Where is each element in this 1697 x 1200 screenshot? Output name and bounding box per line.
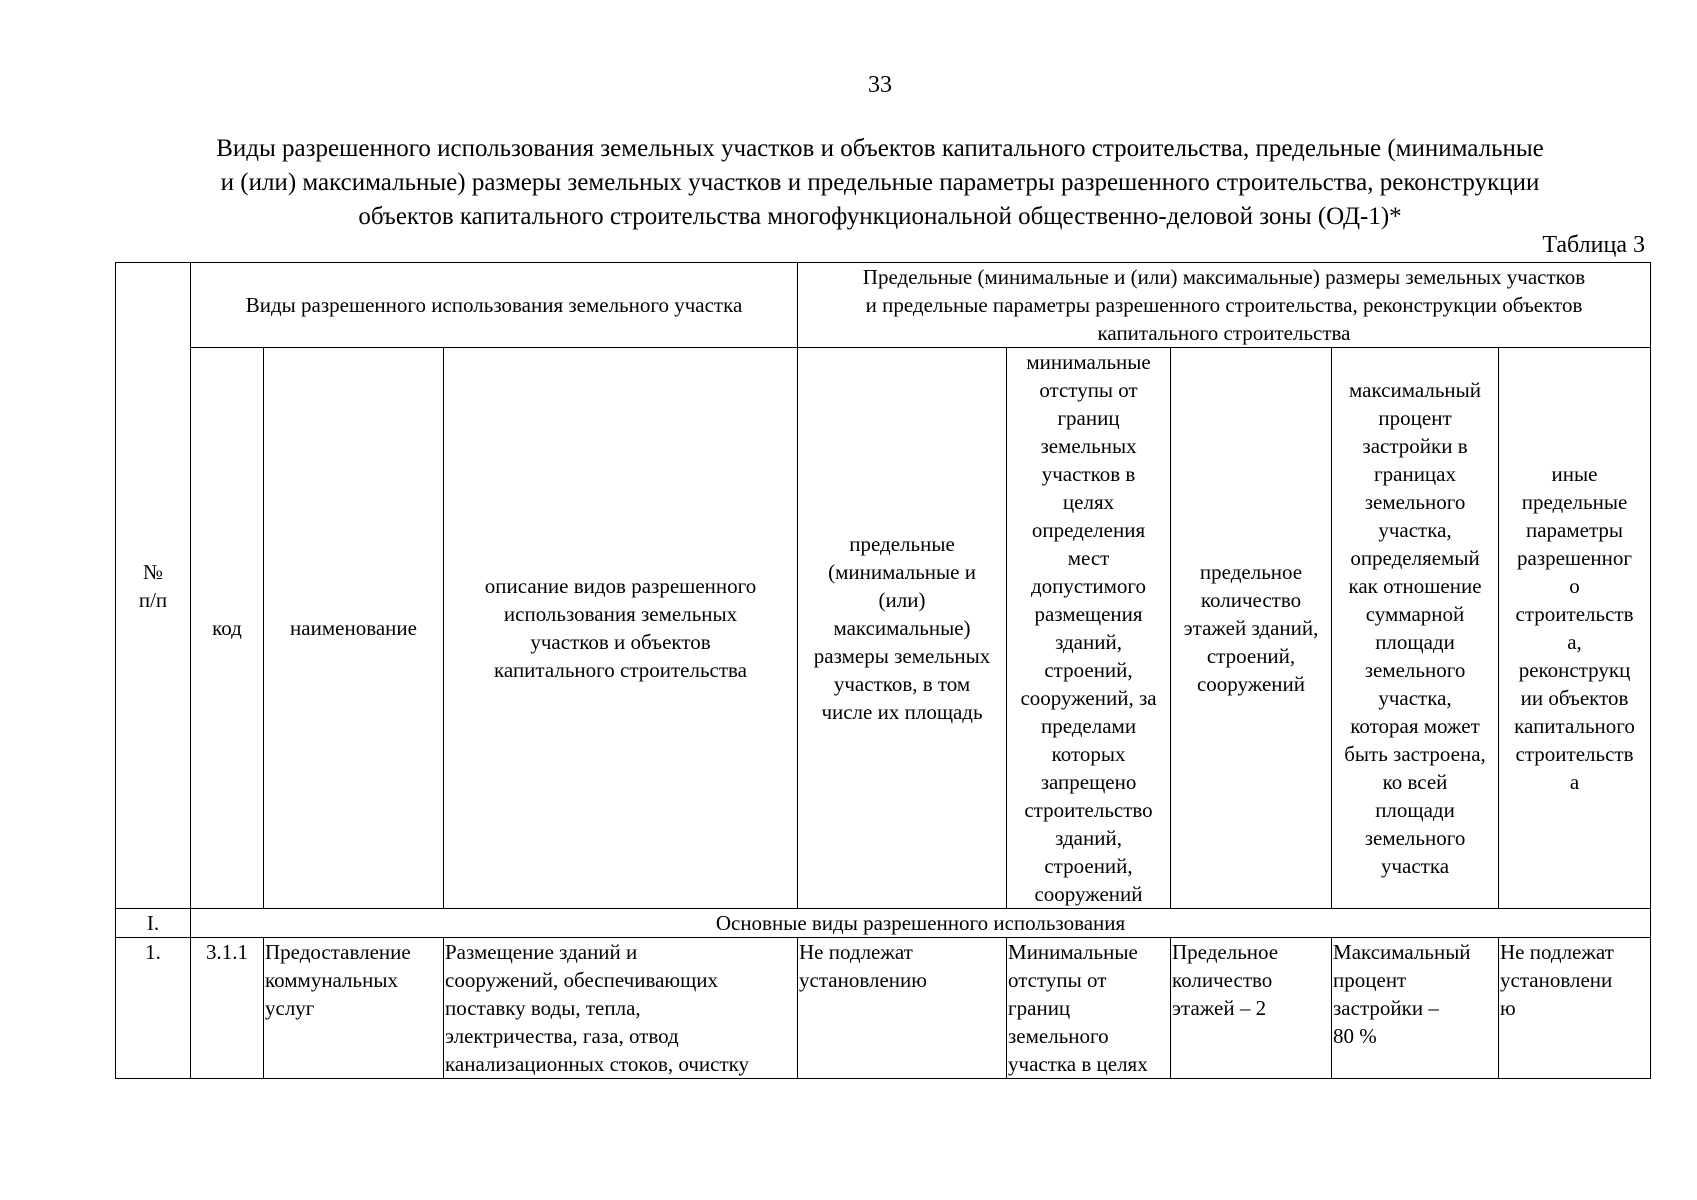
cell-text: Предоставление bbox=[265, 940, 411, 964]
cell-text: процент bbox=[1333, 968, 1407, 992]
cell-text: Размещение зданий и bbox=[445, 940, 638, 964]
header-text: границ bbox=[1057, 406, 1120, 430]
row-setbacks bbox=[1007, 938, 1171, 1079]
cell-text: отступы от bbox=[1008, 968, 1107, 992]
section-number: I. bbox=[116, 909, 191, 938]
header-text: количество bbox=[1200, 588, 1302, 612]
header-number-cell bbox=[116, 263, 191, 909]
header-text: числе их площадь bbox=[821, 700, 983, 724]
header-name: наименование bbox=[264, 348, 444, 909]
cell-text: Не подлежат bbox=[799, 940, 913, 964]
header-text: ии объектов bbox=[1520, 686, 1629, 710]
header-text: разрешенног bbox=[1517, 546, 1633, 570]
header-text: мест bbox=[1067, 546, 1110, 570]
cell-text: установлению bbox=[799, 968, 927, 992]
row-coverage bbox=[1332, 938, 1499, 1079]
header-text: площади bbox=[1375, 798, 1455, 822]
header-text: суммарной bbox=[1365, 602, 1465, 626]
cell-text: земельного bbox=[1008, 1024, 1109, 1048]
header-text: предельные bbox=[849, 532, 955, 556]
zoning-table bbox=[115, 262, 1651, 1079]
title-line: объектов капитального строительства многофункциональной общественно-деловой зоны (ОД-1)* bbox=[358, 203, 1402, 230]
header-text: Предельные (минимальные и (или) максимальные) размеры земельных участков bbox=[862, 265, 1586, 289]
cell-text: участка в целях bbox=[1008, 1052, 1148, 1076]
header-text: застройки в bbox=[1362, 434, 1468, 458]
header-floors bbox=[1171, 348, 1332, 909]
cell-text: канализационных стоков, очистку bbox=[445, 1052, 750, 1076]
header-text: земельного bbox=[1364, 658, 1466, 682]
cell-text: 80 % bbox=[1333, 1024, 1377, 1048]
document-title bbox=[110, 132, 1650, 234]
header-code: код bbox=[191, 348, 264, 909]
cell-text: Предельное bbox=[1172, 940, 1279, 964]
header-text: а bbox=[1569, 770, 1580, 794]
header-text: пределами bbox=[1040, 714, 1137, 738]
header-other-parameters bbox=[1499, 348, 1651, 909]
title-line: Виды разрешенного использования земельных участков и объектов капитального строительства, предельные (минимальные bbox=[216, 135, 1544, 162]
header-text: капитального bbox=[1514, 714, 1635, 738]
row-plot-size bbox=[798, 938, 1007, 1079]
header-text: п/п bbox=[138, 587, 168, 612]
header-text: строительств bbox=[1515, 602, 1634, 626]
header-text: размеры земельных bbox=[813, 644, 991, 668]
header-text: целях bbox=[1062, 490, 1115, 514]
title-line: и (или) максимальные) размеры земельных участков и предельные параметры разрешенного строительства, реконструкции bbox=[220, 169, 1540, 196]
cell-text: этажей – 2 bbox=[1172, 996, 1267, 1020]
header-setbacks bbox=[1007, 348, 1171, 909]
header-text: сооружений, за bbox=[1020, 686, 1157, 710]
header-text: капитального строительства bbox=[1097, 321, 1351, 345]
header-text: описание видов разрешенного bbox=[484, 574, 757, 598]
header-text: земельных bbox=[1040, 434, 1137, 458]
row-number: 1. bbox=[116, 938, 191, 1079]
cell-text: границ bbox=[1008, 996, 1071, 1020]
row-code: 3.1.1 bbox=[191, 938, 264, 1079]
cell-text: коммунальных bbox=[265, 968, 398, 992]
header-text: минимальные bbox=[1026, 350, 1151, 374]
header-text: как отношение bbox=[1348, 574, 1482, 598]
header-text: строительств bbox=[1515, 742, 1634, 766]
header-text: предельные bbox=[1521, 490, 1628, 514]
header-text: участка, bbox=[1378, 518, 1452, 542]
header-text: зданий, bbox=[1055, 630, 1122, 654]
header-text: земельного bbox=[1364, 826, 1466, 850]
header-text: параметры bbox=[1525, 518, 1624, 542]
header-text: строений, bbox=[1044, 658, 1133, 682]
row-description bbox=[444, 938, 798, 1079]
cell-text: сооружений, обеспечивающих bbox=[445, 968, 718, 992]
header-text: № bbox=[142, 559, 164, 584]
table-row bbox=[116, 938, 1651, 1079]
header-text: максимальные) bbox=[833, 616, 971, 640]
header-text: участков в bbox=[1041, 462, 1136, 486]
cell-text: установлени bbox=[1500, 968, 1613, 992]
cell-text: застройки – bbox=[1333, 996, 1439, 1020]
header-text: границах bbox=[1374, 462, 1456, 486]
header-coverage bbox=[1332, 348, 1499, 909]
cell-text: ю bbox=[1500, 996, 1516, 1020]
header-text: капитального строительства bbox=[494, 658, 747, 682]
header-text: быть застроена, bbox=[1344, 742, 1486, 766]
row-other-parameters bbox=[1499, 938, 1651, 1079]
header-text: земельного bbox=[1364, 490, 1466, 514]
header-description bbox=[444, 348, 798, 909]
page-number: 33 bbox=[868, 72, 892, 98]
header-text: ко всей bbox=[1382, 770, 1448, 794]
header-text: иные bbox=[1551, 462, 1598, 486]
header-text: размещения bbox=[1034, 602, 1143, 626]
header-text: которая может bbox=[1350, 714, 1480, 738]
header-text: строений, bbox=[1044, 854, 1133, 878]
header-text: максимальный bbox=[1349, 378, 1482, 402]
header-text: площади bbox=[1375, 630, 1455, 654]
header-text: а, bbox=[1567, 630, 1582, 654]
header-text: сооружений bbox=[1196, 672, 1306, 696]
header-text: процент bbox=[1378, 406, 1452, 430]
header-text: реконструкц bbox=[1518, 658, 1631, 682]
row-name bbox=[264, 938, 444, 1079]
header-text: строений, bbox=[1206, 644, 1296, 668]
header-text: отступы от bbox=[1039, 378, 1138, 402]
header-text: определения bbox=[1031, 518, 1146, 542]
cell-text: электричества, газа, отвод bbox=[445, 1024, 679, 1048]
cell-text: Не подлежат bbox=[1500, 940, 1614, 964]
header-parameters-group bbox=[798, 263, 1651, 348]
header-text: которых bbox=[1051, 742, 1126, 766]
header-text: использования земельных bbox=[503, 602, 738, 626]
header-text: участков и объектов bbox=[530, 630, 711, 654]
cell-text: Минимальные bbox=[1008, 940, 1138, 964]
header-text: участков, в том bbox=[833, 672, 971, 696]
header-text: запрещено bbox=[1040, 770, 1137, 794]
header-plot-size bbox=[798, 348, 1007, 909]
header-text: (или) bbox=[878, 588, 926, 612]
header-permitted-use-group: Виды разрешенного использования земельного участка bbox=[191, 263, 798, 348]
section-row bbox=[116, 909, 1651, 938]
header-text: определяемый bbox=[1350, 546, 1480, 570]
section-title: Основные виды разрешенного использования bbox=[191, 909, 1651, 938]
header-text: участка bbox=[1380, 854, 1450, 878]
cell-text: количество bbox=[1172, 968, 1273, 992]
header-text: зданий, bbox=[1055, 826, 1122, 850]
header-text: и предельные параметры разрешенного строительства, реконструкции объектов bbox=[865, 293, 1583, 317]
cell-text: поставку воды, тепла, bbox=[445, 996, 641, 1020]
header-text: допустимого bbox=[1030, 574, 1147, 598]
header-text: строительство bbox=[1024, 798, 1153, 822]
header-text: предельное bbox=[1199, 560, 1303, 584]
header-text: о bbox=[1569, 574, 1580, 598]
header-text: этажей зданий, bbox=[1183, 616, 1319, 640]
header-text: участка, bbox=[1378, 686, 1452, 710]
header-text: сооружений bbox=[1034, 882, 1143, 906]
table-label: Таблица 3 bbox=[1542, 232, 1645, 258]
cell-text: Максимальный bbox=[1333, 940, 1471, 964]
header-text: (минимальные и bbox=[828, 560, 976, 584]
row-floors bbox=[1171, 938, 1332, 1079]
cell-text: услуг bbox=[265, 996, 315, 1020]
